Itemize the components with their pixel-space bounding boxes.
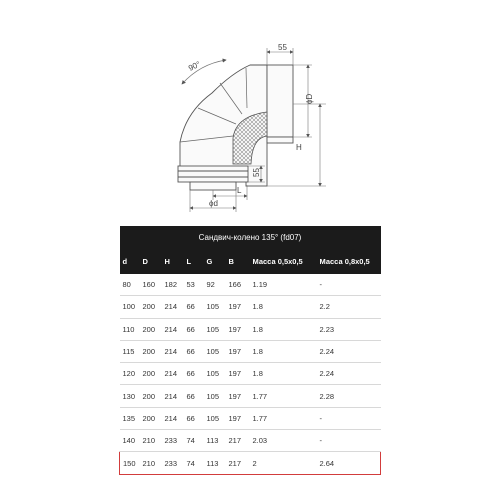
angle-label: 90°	[187, 59, 202, 73]
cell-mass-05: 2	[250, 452, 317, 474]
col-header-D: D	[140, 248, 162, 274]
cell-D: 210	[140, 430, 162, 452]
cell-H: 214	[162, 385, 184, 407]
cell-mass-08: 2.23	[317, 318, 381, 340]
cell-G: 113	[204, 430, 226, 452]
col-header-B: B	[226, 248, 250, 274]
cell-mass-05: 1.8	[250, 296, 317, 318]
cell-H: 214	[162, 363, 184, 385]
cell-D: 200	[140, 407, 162, 429]
cell-G: 105	[204, 363, 226, 385]
elbow-technical-drawing	[120, 38, 380, 220]
cell-B: 166	[226, 274, 250, 296]
cell-D: 200	[140, 363, 162, 385]
table-row	[120, 430, 381, 452]
cell-mass-05: 2.03	[250, 430, 317, 452]
cell-mass-08: 2.24	[317, 340, 381, 362]
cell-mass-08: -	[317, 430, 381, 452]
dim-H-label: H	[296, 143, 302, 152]
table-row	[120, 452, 381, 474]
cell-mass-08: -	[317, 274, 381, 296]
angle-indicator	[182, 60, 226, 84]
cell-D: 200	[140, 340, 162, 362]
top-outlet	[267, 65, 293, 143]
cell-d: 80	[120, 274, 140, 296]
cell-d: 140	[120, 430, 140, 452]
cell-mass-08: -	[317, 407, 381, 429]
cell-mass-08: 2.64	[317, 452, 381, 474]
cell-L: 66	[184, 385, 204, 407]
cell-mass-05: 1.8	[250, 318, 317, 340]
cell-mass-05: 1.77	[250, 407, 317, 429]
col-header-L: L	[184, 248, 204, 274]
table-header-row	[120, 248, 381, 274]
dim-55-top-label: 55	[278, 43, 287, 52]
cell-L: 66	[184, 296, 204, 318]
cell-H: 214	[162, 340, 184, 362]
cell-d: 120	[120, 363, 140, 385]
cell-B: 197	[226, 385, 250, 407]
cell-G: 105	[204, 385, 226, 407]
cell-H: 214	[162, 296, 184, 318]
cell-H: 214	[162, 318, 184, 340]
table-title-row	[120, 226, 381, 248]
cell-B: 217	[226, 430, 250, 452]
cell-D: 160	[140, 274, 162, 296]
cell-B: 197	[226, 340, 250, 362]
dim-L-label: L	[237, 186, 242, 195]
cell-L: 66	[184, 363, 204, 385]
cell-G: 113	[204, 452, 226, 474]
cell-B: 197	[226, 363, 250, 385]
col-header-mass-05: Масса 0,5х0,5	[250, 248, 317, 274]
cell-H: 233	[162, 430, 184, 452]
cell-L: 74	[184, 430, 204, 452]
cell-mass-05: 1.19	[250, 274, 317, 296]
elbow-diagram	[120, 38, 380, 220]
cell-G: 105	[204, 407, 226, 429]
cell-mass-08: 2.28	[317, 385, 381, 407]
cell-D: 210	[140, 452, 162, 474]
cell-B: 217	[226, 452, 250, 474]
table-row	[120, 274, 381, 296]
col-header-d: d	[120, 248, 140, 274]
cell-L: 66	[184, 407, 204, 429]
cell-mass-05: 1.77	[250, 385, 317, 407]
table-row	[120, 385, 381, 407]
table-row	[120, 318, 381, 340]
cell-B: 197	[226, 407, 250, 429]
cell-d: 100	[120, 296, 140, 318]
table-row	[120, 340, 381, 362]
dim-55-bottom-label: 55	[252, 168, 261, 177]
cell-L: 66	[184, 318, 204, 340]
cell-G: 105	[204, 340, 226, 362]
table-row	[120, 363, 381, 385]
table-body	[120, 274, 381, 474]
cell-d: 135	[120, 407, 140, 429]
cell-d: 130	[120, 385, 140, 407]
cell-B: 197	[226, 296, 250, 318]
table-row	[120, 296, 381, 318]
cell-D: 200	[140, 318, 162, 340]
cell-H: 214	[162, 407, 184, 429]
cell-B: 197	[226, 318, 250, 340]
col-header-G: G	[204, 248, 226, 274]
cell-d: 115	[120, 340, 140, 362]
cell-H: 233	[162, 452, 184, 474]
cell-mass-08: 2.2	[317, 296, 381, 318]
cell-D: 200	[140, 385, 162, 407]
cell-d: 110	[120, 318, 140, 340]
col-header-mass-08: Масса 0,8х0,5	[317, 248, 381, 274]
cell-G: 105	[204, 318, 226, 340]
cell-L: 53	[184, 274, 204, 296]
cell-mass-08: 2.24	[317, 363, 381, 385]
cell-mass-05: 1.8	[250, 363, 317, 385]
col-header-H: H	[162, 248, 184, 274]
cell-L: 66	[184, 340, 204, 362]
dim-phid-label: ϕd	[209, 199, 218, 208]
cell-G: 105	[204, 296, 226, 318]
dim-phiD-label: ϕD	[305, 93, 314, 104]
table-title: Сандвич-колено 135° (fd07)	[120, 226, 381, 248]
cell-mass-05: 1.8	[250, 340, 317, 362]
cell-G: 92	[204, 274, 226, 296]
cell-d: 150	[120, 452, 140, 474]
cell-H: 182	[162, 274, 184, 296]
table-row	[120, 407, 381, 429]
specification-table	[119, 226, 381, 475]
cell-D: 200	[140, 296, 162, 318]
cell-L: 74	[184, 452, 204, 474]
